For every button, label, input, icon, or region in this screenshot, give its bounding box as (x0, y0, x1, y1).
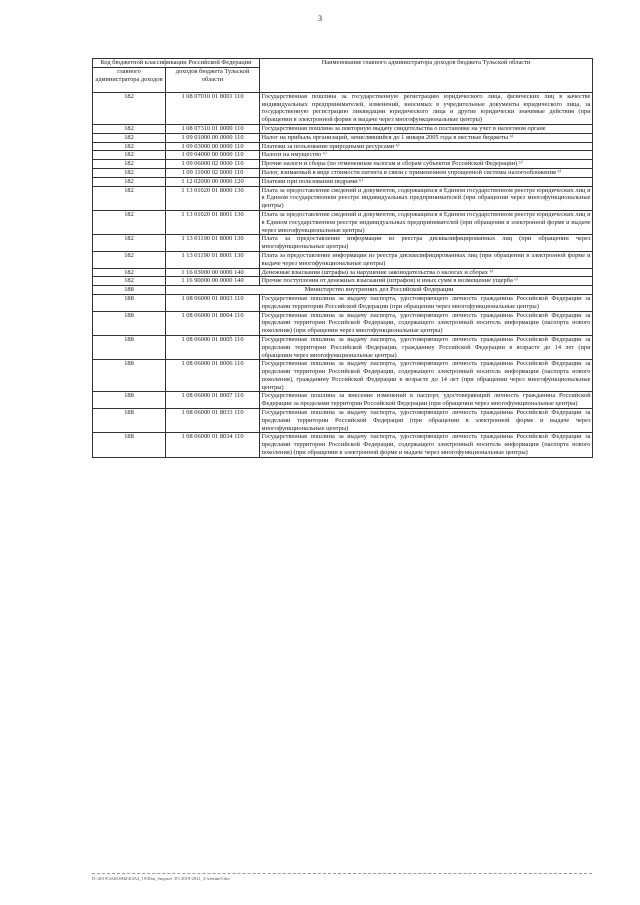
revenue-administrators-table (92, 58, 593, 458)
revenue-name-cell: Государственная пошлина за выдачу паспорта, удостоверяющего личность гражданина Российской Федерации за пределами территории Российской Федерации, гражданину Российской Федерации в возрасте до 14 лет (при обращении через многофункциональные центры) (261, 335, 591, 359)
table-row (93, 433, 593, 457)
section-title: Министерство внутренних дел Российской Федерации (166, 286, 593, 295)
admin-code-cell: 182 (93, 210, 166, 234)
table-row (93, 392, 593, 409)
table-row (93, 124, 593, 133)
revenue-code-cell: 1 13 01020 01 8001 130 (166, 210, 260, 234)
admin-code-cell: 188 (93, 294, 166, 311)
table-header-row (93, 59, 593, 68)
revenue-code-cell: 1 12 02000 00 0000 120 (166, 177, 260, 186)
revenue-name-cell: Государственная пошлина за государственную регистрацию юридического лица, физических лиц в качестве индивидуальных предпринимателей, изменений, вносимых в учредительные документы юридического лица, за государственную регистрацию ликвидации юридического лица и другие юридически значимые действия (при обращении в электронной форме и выдаче через многофункциональные центры) (261, 92, 591, 124)
section-header-row (93, 286, 593, 295)
footer-file-path: D:\2019\ЗАКОНЫ\БЗАЗ_19\Нов_бюджет ТО 2019-2021_2-чтение3.doc (92, 873, 592, 881)
revenue-name-cell: Государственная пошлина за внесение изменений в паспорт, удостоверяющий личность гражданина Российской Федерации за пределами территории Российской Федерации (при обращении через многофункциональные центры) (261, 392, 591, 408)
header-revenue-column: доходов бюджета Тульской области (166, 67, 260, 92)
header-admin-column: главного администратора доходов (93, 67, 166, 92)
revenue-name-cell: Налог, взимаемый в виде стоимости патента в связи с применением упрощенной системы налогообложения ⁶⁾ (260, 168, 593, 177)
revenue-code-cell: 1 16 90000 00 0000 140 (166, 277, 260, 286)
revenue-name-cell: Государственная пошлина за выдачу паспорта, удостоверяющего личность гражданина Российской Федерации за пределами территории Российской Федерации (при обращении в электронной форме и выдаче через многофункциональные центры) (261, 409, 591, 432)
admin-code-cell: 188 (93, 433, 166, 457)
revenue-name-cell: Государственная пошлина за выдачу паспорта, удостоверяющего личность гражданина Российской Федерации за пределами территории Российской Федерации, содержащего электронный носитель информации (паспорта нового поколения) (при обращении через многофункциональные центры) (261, 311, 591, 335)
table-row (93, 151, 593, 160)
table-row (93, 409, 593, 433)
admin-code-cell: 182 (93, 168, 166, 177)
admin-code-cell: 182 (93, 235, 166, 252)
revenue-name-cell: Государственная пошлина за выдачу паспорта, удостоверяющего личность гражданина Российской Федерации за пределами территории Российской Федерации, содержащего электронный носитель информации (паспорта нового поколения) (при обращении в электронной форме и выдаче через многофункциональные центры) (261, 433, 591, 457)
revenue-code-cell: 1 16 03000 00 0000 140 (166, 268, 260, 277)
revenue-code-cell: 1 08 06000 01 8007 110 (166, 392, 260, 409)
revenue-code-cell: 1 08 06000 01 8003 110 (166, 294, 260, 311)
revenue-name-cell: Государственная пошлина за выдачу паспорта, удостоверяющего личность гражданина Российской Федерации за пределами территории Российской Федерации (при обращении через многофункциональные центры) (261, 294, 591, 310)
admin-code-cell: 182 (93, 277, 166, 286)
table-row (93, 142, 593, 151)
table-row (93, 335, 593, 359)
table-row (93, 210, 593, 234)
admin-code-cell: 188 (93, 409, 166, 433)
admin-code-cell: 182 (93, 142, 166, 151)
admin-code-cell: 188 (93, 311, 166, 335)
admin-code-cell: 188 (93, 286, 166, 295)
page-number: 3 (318, 14, 322, 23)
revenue-code-cell: 1 08 06000 01 8006 110 (166, 360, 260, 392)
admin-code-cell: 188 (93, 392, 166, 409)
table-row (93, 360, 593, 392)
table-row (93, 251, 593, 268)
header-code-group: Код бюджетной классификации Российской Федерации (93, 59, 260, 68)
revenue-code-cell: 1 13 01190 01 8001 130 (166, 251, 260, 268)
table-row (93, 235, 593, 252)
revenue-name-cell: Плата за предоставление сведений и документов, содержащихся в Едином государственном реестре юридических лиц и в Едином государственном реестре индивидуальных предпринимателей (при обращении через многофункциональные центры) (261, 186, 591, 210)
revenue-name-cell: Платежи при пользовании недрами ⁶⁾ (260, 177, 593, 186)
revenue-code-cell: 1 09 06000 02 0000 110 (166, 160, 260, 169)
table-row (93, 177, 593, 186)
revenue-code-cell: 1 13 01190 01 8000 130 (166, 235, 260, 252)
revenue-name-cell: Плата за предоставление информации из реестра дисквалифицированных лиц (при обращении через многофункциональные центры) (261, 235, 591, 251)
revenue-code-cell: 1 08 06000 01 8005 110 (166, 335, 260, 359)
revenue-code-cell: 1 08 07010 01 8001 110 (166, 92, 260, 124)
table-row (93, 268, 593, 277)
table-row (93, 133, 593, 142)
table-row (93, 311, 593, 335)
table-row (93, 186, 593, 210)
admin-code-cell: 182 (93, 92, 166, 124)
revenue-name-cell: Налоги на имущество ⁶⁾ (260, 151, 593, 160)
admin-code-cell: 188 (93, 335, 166, 359)
revenue-name-cell: Государственная пошлина за повторную выдачу свидетельства о постановке на учет в налоговом органе (260, 124, 593, 133)
table-row (93, 168, 593, 177)
revenue-code-cell: 1 08 06000 01 8034 110 (166, 433, 260, 457)
revenue-name-cell: Государственная пошлина за выдачу паспорта, удостоверяющего личность гражданина Российской Федерации за пределами территории Российской Федерации, содержащего электронный носитель информации (паспорта нового поколения), гражданину Российской Федерации в возрасте до 14 лет (при обращении через многофункциональные центры) (261, 360, 591, 391)
revenue-name-cell: Плата за предоставление сведений и документов, содержащихся в Едином государственном реестре юридических лиц и в Едином государственном реестре индивидуальных предпринимателей (при обращении в электронной форме и выдаче через многофункциональные центры) (261, 210, 591, 234)
admin-code-cell: 182 (93, 251, 166, 268)
revenue-code-cell: 1 08 06000 01 8004 110 (166, 311, 260, 335)
admin-code-cell: 182 (93, 268, 166, 277)
admin-code-cell: 188 (93, 360, 166, 392)
admin-code-cell: 182 (93, 177, 166, 186)
revenue-name-cell: Прочие поступления от денежных взысканий (штрафов) и иных сумм в возмещение ущерба ⁶⁾ (260, 277, 593, 286)
revenue-name-cell: Прочие налоги и сборы (по отмененным налогам и сборам субъектов Российской Федерации) ⁶⁾ (260, 160, 593, 169)
revenue-name-cell: Налог на прибыль организаций, зачислявшийся до 1 января 2005 года в местные бюджеты ⁶⁾ (260, 133, 593, 142)
revenue-name-cell: Денежные взыскания (штрафы) за нарушение законодательства о налогах и сборах ⁶⁾ (260, 268, 593, 277)
revenue-code-cell: 1 09 11000 02 0000 110 (166, 168, 260, 177)
revenue-code-cell: 1 13 01020 01 8000 130 (166, 186, 260, 210)
revenue-code-cell: 1 09 01000 00 0000 110 (166, 133, 260, 142)
admin-code-cell: 182 (93, 133, 166, 142)
table-row (93, 92, 593, 124)
admin-code-cell: 182 (93, 124, 166, 133)
revenue-name-cell: Плата за предоставление информации из реестра дисквалифицированных лиц (при обращении в электронной форме и выдаче через многофункциональные центры) (261, 251, 591, 267)
header-name-column: Наименование главного администратора доходов бюджета Тульской области (260, 59, 593, 93)
revenue-code-cell: 1 09 03000 00 0000 110 (166, 142, 260, 151)
table-row (93, 160, 593, 169)
revenue-code-cell: 1 09 04000 00 0000 110 (166, 151, 260, 160)
admin-code-cell: 182 (93, 186, 166, 210)
table-row (93, 277, 593, 286)
revenue-code-cell: 1 08 06000 01 8033 110 (166, 409, 260, 433)
revenue-name-cell: Платежи за пользование природными ресурсами ⁶⁾ (260, 142, 593, 151)
revenue-code-cell: 1 08 07310 01 0000 110 (166, 124, 260, 133)
admin-code-cell: 182 (93, 160, 166, 169)
table-row (93, 294, 593, 311)
admin-code-cell: 182 (93, 151, 166, 160)
